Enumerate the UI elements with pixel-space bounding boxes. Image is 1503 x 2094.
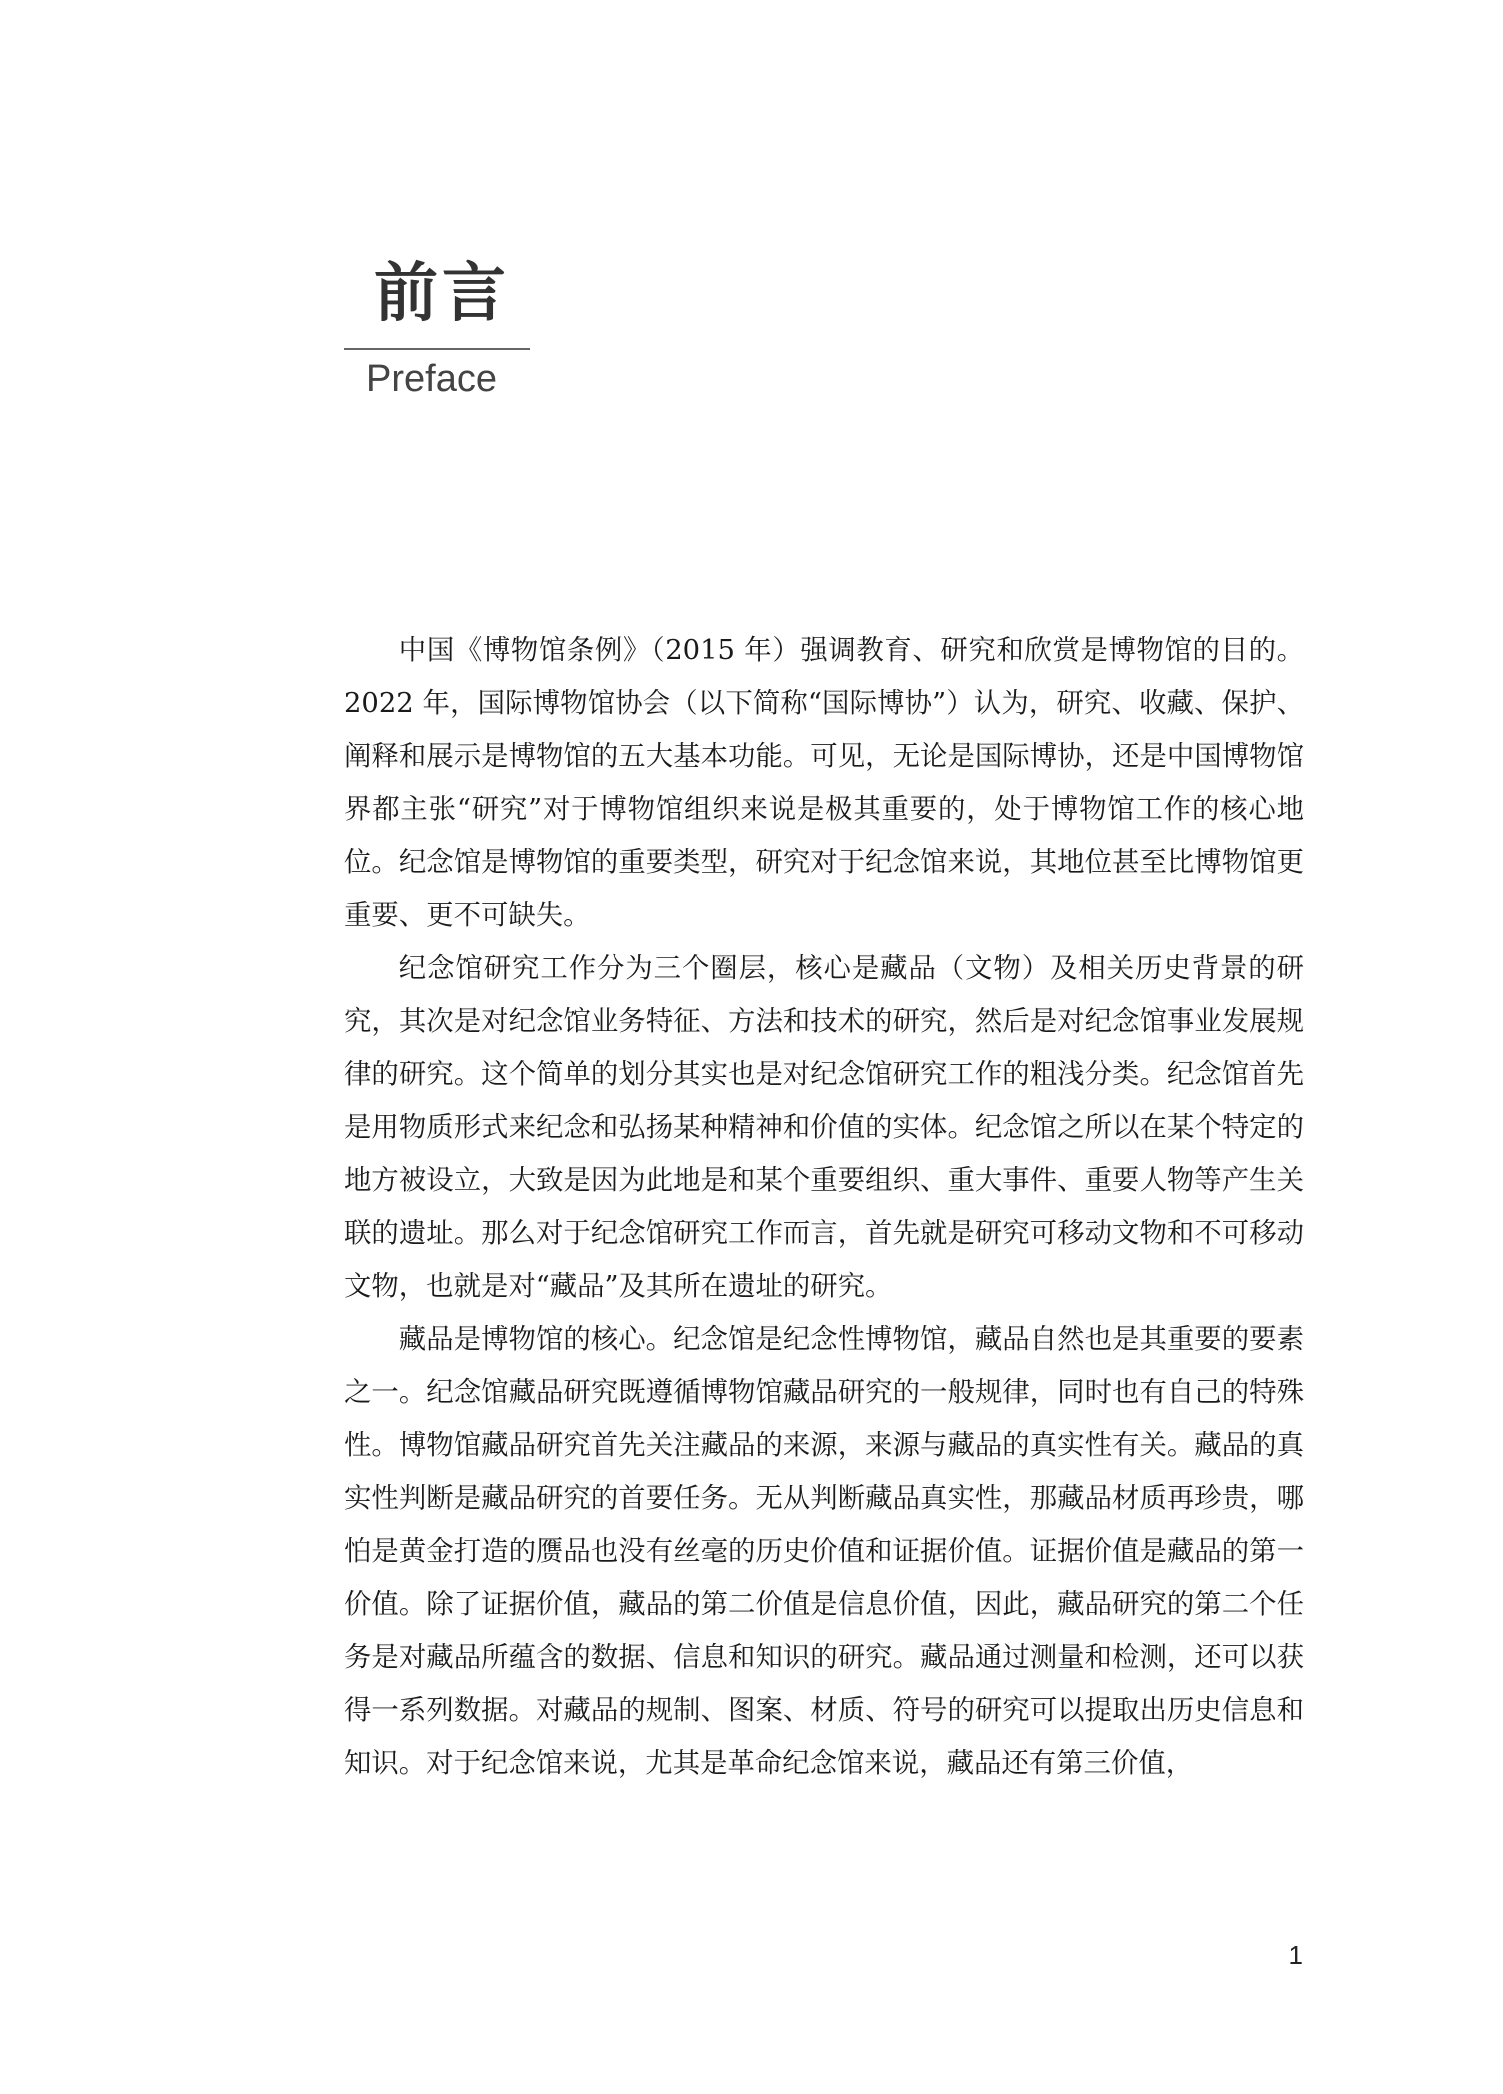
paragraph-2: 纪念馆研究工作分为三个圈层，核心是藏品（文物）及相关历史背景的研究，其次是对纪念馆业务特征、方法和技术的研究，然后是对纪念馆事业发展规律的研究。这个简单的划分其实也是对纪念馆研究工作的粗浅分类。纪念馆首先是用物质形式来纪念和弘扬某种精神和价值的实体。纪念馆之所以在某个特定的地方被设立，大致是因为此地是和某个重要组织、重大事件、重要人物等产生关联的遗址。那么对于纪念馆研究工作而言，首先就是研究可移动文物和不可移动文物，也就是对“藏品”及其所在遗址的研究。 — [344, 953, 1304, 1302]
page-subtitle: Preface — [366, 358, 497, 400]
title-divider — [344, 348, 530, 350]
page-title: 前言 — [374, 257, 510, 331]
heading-block — [344, 257, 534, 400]
page-number: 1 — [1288, 1940, 1303, 1970]
body-text — [344, 624, 1304, 1790]
paragraph-3: 藏品是博物馆的核心。纪念馆是纪念性博物馆，藏品自然也是其重要的要素之一。纪念馆藏品研究既遵循博物馆藏品研究的一般规律，同时也有自己的特殊性。博物馆藏品研究首先关注藏品的来源，来源与藏品的真实性有关。藏品的真实性判断是藏品研究的首要任务。无从判断藏品真实性，那藏品材质再珍贵，哪怕是黄金打造的赝品也没有丝毫的历史价值和证据价值。证据价值是藏品的第一价值。除了证据价值，藏品的第二价值是信息价值，因此，藏品研究的第二个任务是对藏品所蕴含的数据、信息和知识的研究。藏品通过测量和检测，还可以获得一系列数据。对藏品的规制、图案、材质、符号的研究可以提取出历史信息和知识。对于纪念馆来说，尤其是革命纪念馆来说，藏品还有第三价值， — [344, 1324, 1304, 1779]
paragraph-1: 中国《博物馆条例》（2015 年）强调教育、研究和欣赏是博物馆的目的。2022 年，国际博物馆协会（以下简称“国际博协”）认为，研究、收藏、保护、阐释和展示是博物馆的五大基本功能。可见，无论是国际博协，还是中国博物馆界都主张“研究”对于博物馆组织来说是极其重要的，处于博物馆工作的核心地位。纪念馆是博物馆的重要类型，研究对于纪念馆来说，其地位甚至比博物馆更重要、更不可缺失。 — [344, 635, 1304, 931]
